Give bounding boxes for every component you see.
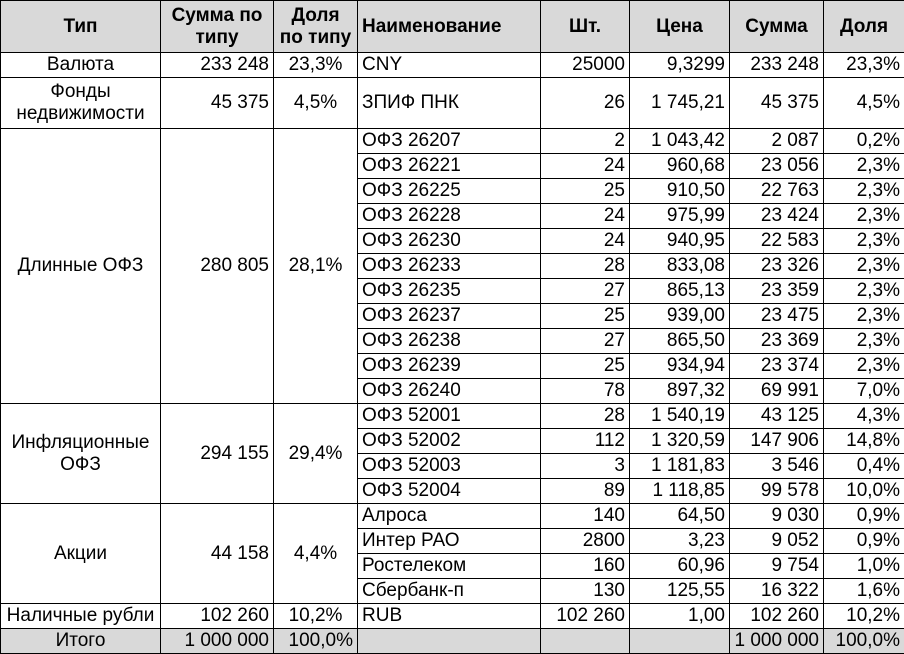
item-qty: 112 bbox=[541, 429, 630, 454]
group-sum: 45 375 bbox=[161, 78, 274, 129]
total-type-sum: 1 000 000 bbox=[161, 629, 274, 654]
item-qty: 28 bbox=[541, 254, 630, 279]
item-sum: 22 583 bbox=[730, 229, 824, 254]
item-name: CNY bbox=[358, 53, 541, 78]
item-qty: 28 bbox=[541, 404, 630, 429]
item-price: 865,50 bbox=[630, 329, 730, 354]
item-qty: 25000 bbox=[541, 53, 630, 78]
item-price: 1 118,85 bbox=[630, 479, 730, 504]
item-qty: 102 260 bbox=[541, 604, 630, 629]
group-type: Длинные ОФЗ bbox=[1, 129, 161, 404]
item-price: 1 745,21 bbox=[630, 78, 730, 129]
item-sum: 9 052 bbox=[730, 529, 824, 554]
item-share: 2,3% bbox=[824, 204, 904, 229]
item-name: RUB bbox=[358, 604, 541, 629]
group-share: 4,5% bbox=[274, 78, 358, 129]
item-name: ОФЗ 26238 bbox=[358, 329, 541, 354]
item-name: ОФЗ 26207 bbox=[358, 129, 541, 154]
item-name: ОФЗ 26225 bbox=[358, 179, 541, 204]
item-name: ОФЗ 52003 bbox=[358, 454, 541, 479]
item-sum: 147 906 bbox=[730, 429, 824, 454]
item-share: 10,0% bbox=[824, 479, 904, 504]
item-share: 23,3% bbox=[824, 53, 904, 78]
item-share: 1,0% bbox=[824, 554, 904, 579]
item-qty: 2 bbox=[541, 129, 630, 154]
item-qty: 25 bbox=[541, 179, 630, 204]
total-empty-price bbox=[630, 629, 730, 654]
item-name: ОФЗ 26221 bbox=[358, 154, 541, 179]
item-price: 940,95 bbox=[630, 229, 730, 254]
item-name: ОФЗ 26228 bbox=[358, 204, 541, 229]
total-type-share: 100,0% bbox=[274, 629, 358, 654]
item-price: 64,50 bbox=[630, 504, 730, 529]
item-name: ОФЗ 26230 bbox=[358, 229, 541, 254]
item-sum: 3 546 bbox=[730, 454, 824, 479]
item-price: 910,50 bbox=[630, 179, 730, 204]
item-share: 2,3% bbox=[824, 304, 904, 329]
item-share: 4,5% bbox=[824, 78, 904, 129]
item-qty: 24 bbox=[541, 229, 630, 254]
header-type-sum: Сумма по типу bbox=[161, 1, 274, 53]
item-name: Ростелеком bbox=[358, 554, 541, 579]
item-sum: 23 475 bbox=[730, 304, 824, 329]
total-row bbox=[1, 629, 904, 654]
item-name: ОФЗ 26240 bbox=[358, 379, 541, 404]
group-sum: 233 248 bbox=[161, 53, 274, 78]
item-sum: 233 248 bbox=[730, 53, 824, 78]
item-price: 975,99 bbox=[630, 204, 730, 229]
item-share: 2,3% bbox=[824, 279, 904, 304]
item-qty: 27 bbox=[541, 279, 630, 304]
header-name: Наименование bbox=[358, 1, 541, 53]
item-name: Интер РАО bbox=[358, 529, 541, 554]
item-qty: 89 bbox=[541, 479, 630, 504]
item-price: 939,00 bbox=[630, 304, 730, 329]
table-row bbox=[1, 53, 904, 78]
portfolio-body bbox=[1, 53, 904, 654]
group-sum: 44 158 bbox=[161, 504, 274, 604]
item-qty: 26 bbox=[541, 78, 630, 129]
item-share: 2,3% bbox=[824, 254, 904, 279]
item-sum: 2 087 bbox=[730, 129, 824, 154]
item-sum: 9 030 bbox=[730, 504, 824, 529]
item-sum: 23 424 bbox=[730, 204, 824, 229]
item-share: 2,3% bbox=[824, 329, 904, 354]
group-type: Наличные рубли bbox=[1, 604, 161, 629]
group-share: 29,4% bbox=[274, 404, 358, 504]
header-row bbox=[1, 1, 904, 53]
total-share: 100,0% bbox=[824, 629, 904, 654]
item-sum: 23 369 bbox=[730, 329, 824, 354]
item-qty: 160 bbox=[541, 554, 630, 579]
group-type: Акции bbox=[1, 504, 161, 604]
total-label: Итого bbox=[1, 629, 161, 654]
header-qty: Шт. bbox=[541, 1, 630, 53]
item-qty: 27 bbox=[541, 329, 630, 354]
item-sum: 45 375 bbox=[730, 78, 824, 129]
item-price: 897,32 bbox=[630, 379, 730, 404]
item-qty: 2800 bbox=[541, 529, 630, 554]
item-share: 7,0% bbox=[824, 379, 904, 404]
item-name: ОФЗ 26237 bbox=[358, 304, 541, 329]
header-sum: Сумма bbox=[730, 1, 824, 53]
item-price: 3,23 bbox=[630, 529, 730, 554]
item-sum: 9 754 bbox=[730, 554, 824, 579]
item-price: 1 043,42 bbox=[630, 129, 730, 154]
group-share: 28,1% bbox=[274, 129, 358, 404]
item-sum: 23 374 bbox=[730, 354, 824, 379]
group-share: 23,3% bbox=[274, 53, 358, 78]
item-share: 0,4% bbox=[824, 454, 904, 479]
header-share: Доля bbox=[824, 1, 904, 53]
item-share: 0,9% bbox=[824, 504, 904, 529]
item-qty: 130 bbox=[541, 579, 630, 604]
group-sum: 294 155 bbox=[161, 404, 274, 504]
table-row bbox=[1, 129, 904, 154]
item-share: 4,3% bbox=[824, 404, 904, 429]
item-name: Сбербанк-п bbox=[358, 579, 541, 604]
table-row bbox=[1, 504, 904, 529]
item-sum: 16 322 bbox=[730, 579, 824, 604]
item-sum: 43 125 bbox=[730, 404, 824, 429]
item-price: 960,68 bbox=[630, 154, 730, 179]
item-sum: 23 326 bbox=[730, 254, 824, 279]
group-type: Фонды недвижимости bbox=[1, 78, 161, 129]
group-share: 10,2% bbox=[274, 604, 358, 629]
item-qty: 78 bbox=[541, 379, 630, 404]
group-share: 4,4% bbox=[274, 504, 358, 604]
item-qty: 24 bbox=[541, 154, 630, 179]
item-name: ОФЗ 52004 bbox=[358, 479, 541, 504]
item-share: 2,3% bbox=[824, 154, 904, 179]
item-price: 833,08 bbox=[630, 254, 730, 279]
table-row bbox=[1, 78, 904, 129]
item-share: 2,3% bbox=[824, 229, 904, 254]
item-price: 1 320,59 bbox=[630, 429, 730, 454]
total-sum: 1 000 000 bbox=[730, 629, 824, 654]
item-share: 0,9% bbox=[824, 529, 904, 554]
item-name: ОФЗ 52002 bbox=[358, 429, 541, 454]
item-price: 60,96 bbox=[630, 554, 730, 579]
item-price: 9,3299 bbox=[630, 53, 730, 78]
item-sum: 69 991 bbox=[730, 379, 824, 404]
header-type-share: Доля по типу bbox=[274, 1, 358, 53]
item-qty: 3 bbox=[541, 454, 630, 479]
item-price: 934,94 bbox=[630, 354, 730, 379]
item-name: ОФЗ 26233 bbox=[358, 254, 541, 279]
group-sum: 280 805 bbox=[161, 129, 274, 404]
item-sum: 23 056 bbox=[730, 154, 824, 179]
item-share: 1,6% bbox=[824, 579, 904, 604]
item-price: 865,13 bbox=[630, 279, 730, 304]
item-share: 10,2% bbox=[824, 604, 904, 629]
item-price: 1 540,19 bbox=[630, 404, 730, 429]
table-row bbox=[1, 604, 904, 629]
item-price: 1 181,83 bbox=[630, 454, 730, 479]
total-empty-qty bbox=[541, 629, 630, 654]
group-sum: 102 260 bbox=[161, 604, 274, 629]
header-type: Тип bbox=[1, 1, 161, 53]
item-price: 1,00 bbox=[630, 604, 730, 629]
item-name: ЗПИФ ПНК bbox=[358, 78, 541, 129]
item-share: 2,3% bbox=[824, 179, 904, 204]
item-qty: 140 bbox=[541, 504, 630, 529]
item-sum: 99 578 bbox=[730, 479, 824, 504]
item-sum: 102 260 bbox=[730, 604, 824, 629]
header-price: Цена bbox=[630, 1, 730, 53]
item-name: ОФЗ 26235 bbox=[358, 279, 541, 304]
item-share: 14,8% bbox=[824, 429, 904, 454]
item-price: 125,55 bbox=[630, 579, 730, 604]
total-empty-name bbox=[358, 629, 541, 654]
item-sum: 23 359 bbox=[730, 279, 824, 304]
item-name: ОФЗ 26239 bbox=[358, 354, 541, 379]
item-qty: 25 bbox=[541, 354, 630, 379]
item-qty: 25 bbox=[541, 304, 630, 329]
group-type: Инфляционные ОФЗ bbox=[1, 404, 161, 504]
item-name: ОФЗ 52001 bbox=[358, 404, 541, 429]
item-name: Алроса bbox=[358, 504, 541, 529]
item-qty: 24 bbox=[541, 204, 630, 229]
item-share: 0,2% bbox=[824, 129, 904, 154]
item-sum: 22 763 bbox=[730, 179, 824, 204]
group-type: Валюта bbox=[1, 53, 161, 78]
item-share: 2,3% bbox=[824, 354, 904, 379]
table-row bbox=[1, 404, 904, 429]
